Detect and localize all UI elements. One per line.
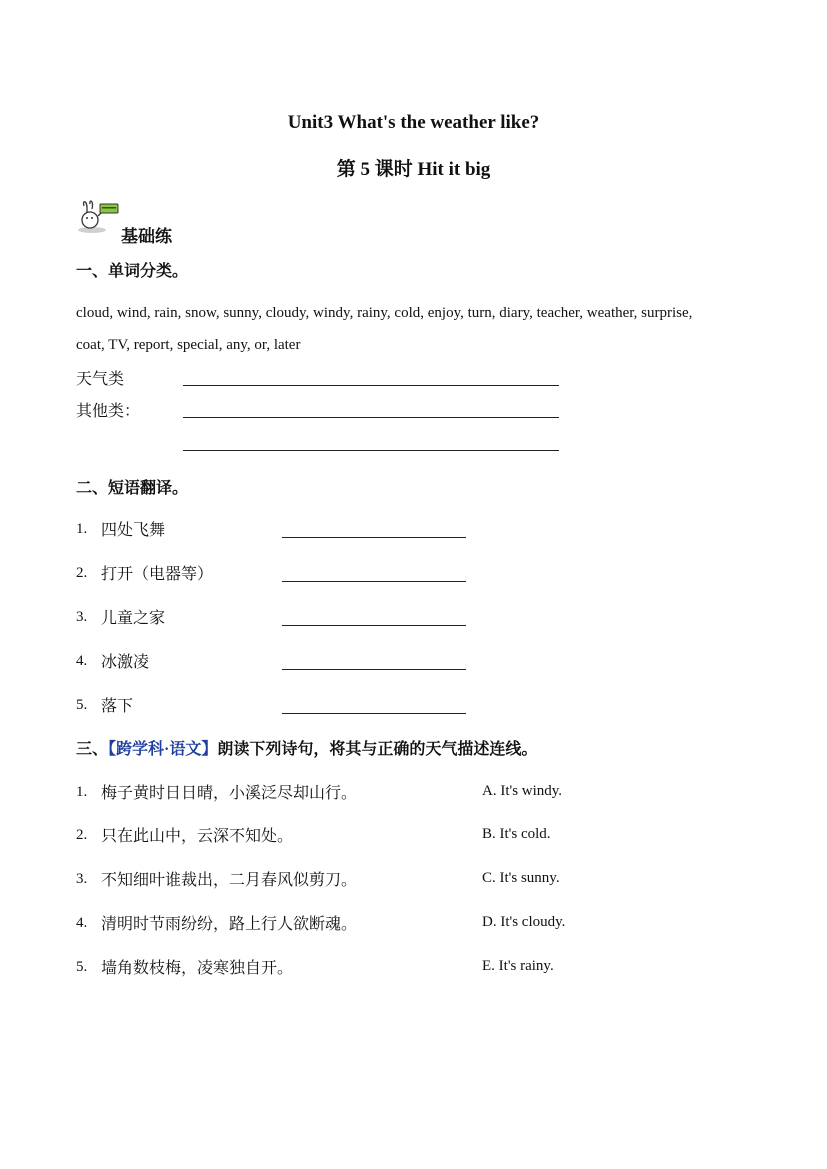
weather-option: A. It's windy. (482, 783, 563, 799)
word-list-line: cloud, wind, rain, snow, sunny, cloudy, windy, rainy, cold, enjoy, turn, diary, teacher, weather, surprise, (76, 305, 693, 321)
poem-line: 只在此山中，云深不知处。 (101, 828, 294, 845)
phrase-text: 冰激凌 (101, 654, 150, 671)
cross-subject-tag: 【跨学科·语文】 (108, 741, 218, 758)
item-number: 1. (76, 521, 88, 537)
item-number: 2. (76, 827, 88, 843)
item-number: 3. (76, 609, 88, 625)
item-number: 4. (76, 915, 88, 931)
poem-line: 清明时节雨纷纷，路上行人欲断魂。 (101, 916, 358, 933)
section-badge-label: 基础练 (121, 227, 172, 246)
item-number: 3. (76, 871, 88, 887)
category-label-weather: 天气类 (76, 371, 125, 388)
weather-option: C. It's sunny. (482, 870, 560, 886)
cartoon-bunny-sign-icon (76, 200, 120, 234)
item-number: 1. (76, 784, 88, 800)
page-subtitle: 第 5 课时 Hit it big (336, 159, 491, 180)
poem-line: 墙角数枝梅，凌寒独自开。 (101, 960, 294, 977)
answer-line[interactable] (282, 669, 466, 670)
answer-line[interactable] (282, 713, 466, 714)
item-number: 5. (76, 697, 88, 713)
word-list (76, 297, 776, 361)
weather-option: E. It's rainy. (482, 958, 554, 974)
item-number: 4. (76, 653, 88, 669)
section3-heading (76, 736, 537, 759)
phrase-text: 四处飞舞 (101, 522, 166, 539)
word-list-line: coat, TV, report, special, any, or, later (76, 337, 301, 353)
answer-line[interactable] (183, 450, 559, 451)
section3-instruction: 朗读下列诗句，将其与正确的天气描述连线。 (217, 741, 538, 758)
phrase-text: 落下 (101, 698, 134, 715)
answer-line[interactable] (282, 625, 466, 626)
section1-heading: 一、单词分类。 (76, 263, 189, 280)
answer-line[interactable] (183, 385, 559, 386)
section3-prefix: 三、 (76, 741, 109, 758)
item-number: 2. (76, 565, 88, 581)
category-label-other: 其他类： (76, 403, 141, 420)
page-title: Unit3 What's the weather like? (287, 112, 540, 133)
item-number: 5. (76, 959, 88, 975)
phrase-text: 儿童之家 (101, 610, 166, 627)
weather-option: B. It's cold. (482, 826, 551, 842)
weather-option: D. It's cloudy. (482, 914, 566, 930)
answer-line[interactable] (282, 581, 466, 582)
section2-heading: 二、短语翻译。 (76, 480, 189, 497)
poem-line: 梅子黄时日日晴，小溪泛尽却山行。 (101, 785, 358, 802)
answer-line[interactable] (282, 537, 466, 538)
answer-line[interactable] (183, 417, 559, 418)
phrase-text: 打开（电器等） (101, 566, 214, 583)
poem-line: 不知细叶谁裁出，二月春风似剪刀。 (101, 872, 358, 889)
